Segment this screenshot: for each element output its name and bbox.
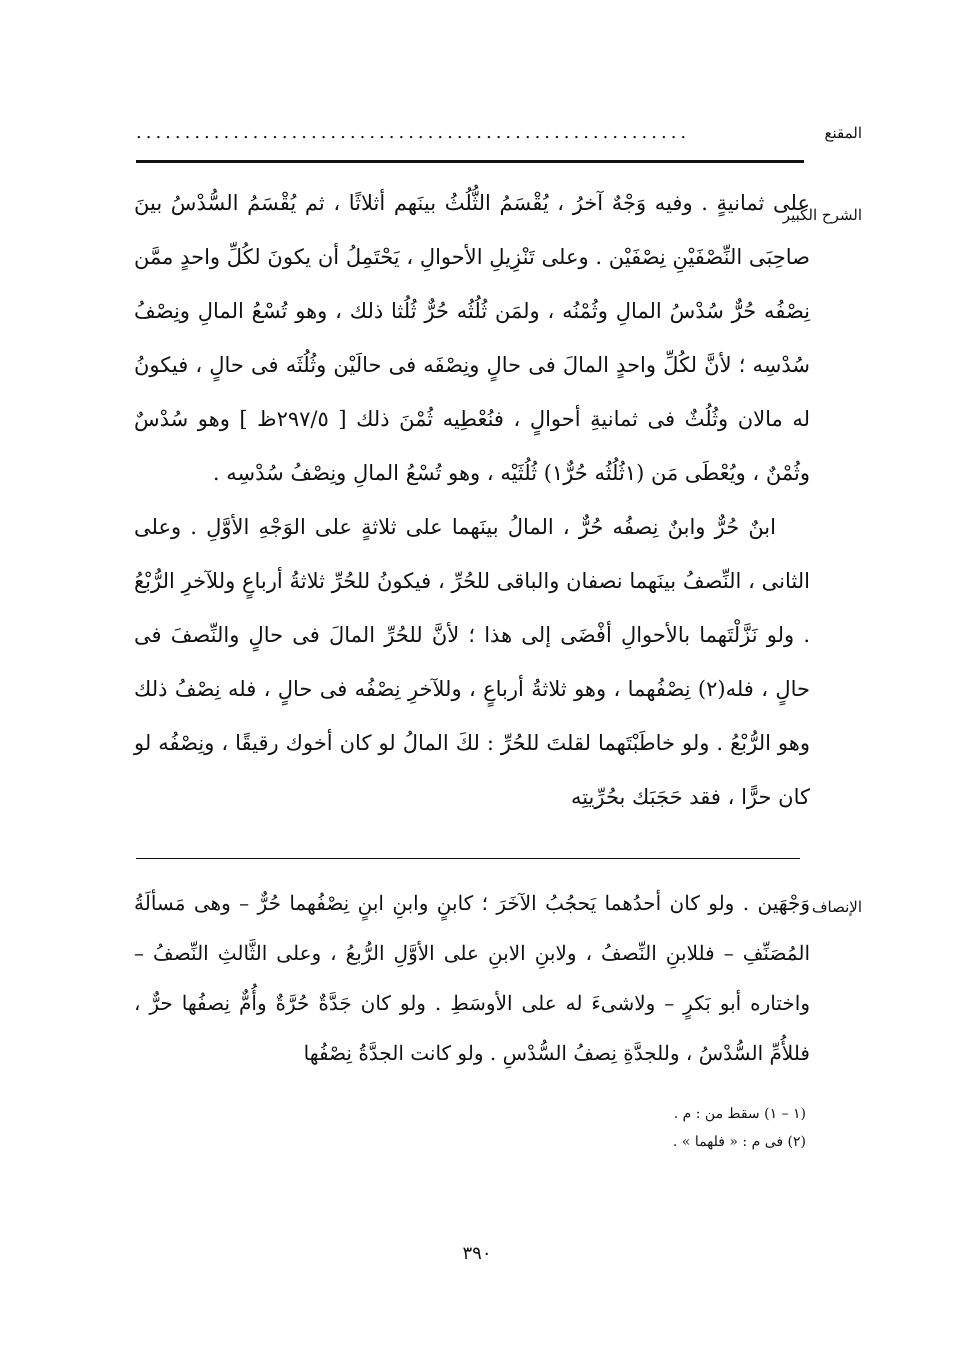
sharh-section-label: الشرح الكبير <box>782 206 862 224</box>
header-dotted-leader: ......................................................... <box>136 122 691 143</box>
sharh-paragraph-2: ابنٌ حُرٌّ وابنٌ نِصفُه حُرٌّ ، المالُ بينَهما على ثلاثةٍ على الوَجْهِ الأوَّلِ . وعلى الثانى ، النِّصفُ بينَهما نصفان والباقى للحُرِّ ، فيكونُ للحُرِّ ثلاثةُ أرباعٍ وللآخرِ الرُّبْعُ . ولو نَزَّلْتَهما بالأحوالِ أفْضَى إلى هذا ؛ لأنَّ للحُرِّ المالَ فى حالٍ والنِّصفَ فى حالٍ ، فله(٢) نِصْفُهما ، وهو ثلاثةُ أرباعٍ ، وللآخرِ نِصْفُه فى حالٍ ، فله نِصْفُ ذلك وهو الرُّبْعُ . ولو خاطَبْتَهما لقلتَ للحُرِّ : لكَ المالُ لو كان أخوك رقيقًا ، ونِصْفُه لو كان حرًّا ، فقد حَجَبَك بحُرِّيتِه <box>134 515 810 809</box>
insaf-body: وَجْهَين . ولو كان أحدُهما يَحجُبُ الآخَرَ ؛ كابنٍ وابنِ ابنٍ نِصْفُهما حُرٌّ – وهى مَسألَةُ المُصَنِّفِ – فللابنِ النِّصفُ ، ولابنِ الابنِ على الأوَّلِ الرُّبعُ ، وعلى الثَّالثِ النِّصفُ – واختاره أبو بَكرٍ – ولاشىءَ له على الأوسَطِ . ولو كان جَدَّةٌ حُرَّةٌ وأُمٌّ نِصفُها حرٌّ ، فللأُمِّ السُّدْسُ ، وللجدَّةِ نِصفُ السُّدْسِ . ولو كانت الجدَّةُ نِصْفُها <box>134 891 810 1065</box>
page-number: ٣٩٠ <box>462 1243 492 1264</box>
section-divider <box>136 858 800 859</box>
header-divider <box>136 160 804 163</box>
footnote-2: (٢) فى م : « فلهما » . <box>672 1134 806 1150</box>
sharh-paragraph-1: على ثمانيةٍ . وفيه وَجْهٌ آخرُ ، يُقْسَمُ الثُّلُثُ بينَهم أثلاثًا ، ثم يُقْسَمُ السُّدْسُ بينَ صاحِبَى النِّصْفَيْنِ نِصْفَيْن . وعلى تَنْزِيلِ الأحوالِ ، يَحْتَمِلُ أن يكونَ لكُلِّ واحدٍ ممَّن نِصْفُه حُرٌّ سُدْسُ المالِ وثُمْنُه ، ولمَن ثُلُثُه حُرٌّ ثُلُثا ذلك ، وهو تُسْعُ المالِ ونِصْفُ سُدْسِه ؛ لأنَّ لكُلِّ واحدٍ المالَ فى حالٍ ونِصْفَه فى حالَيْن وثُلُثَه فى حالٍ ، فيكونُ له مالان وثُلُثٌ فى ثمانيةِ أحوالٍ ، فنُعْطِيه ثُمْنَ ذلك [ ٢٩٧/٥ظ ] وهو سُدْسٌ وثُمْنٌ ، ويُعْطَى مَن (١ثُلُثُه حُرٌّ١) ثُلُثَيْه ، وهو تُسْعُ المالِ ونِصْفُ سُدْسِه . <box>134 191 810 485</box>
footnotes <box>206 1100 806 1156</box>
sharh-body <box>134 176 810 824</box>
book-title: المقنع <box>824 124 862 142</box>
insaf-section-label: الإنصاف <box>811 898 862 916</box>
footnote-1: (١ – ١) سقط من : م . <box>673 1106 806 1122</box>
